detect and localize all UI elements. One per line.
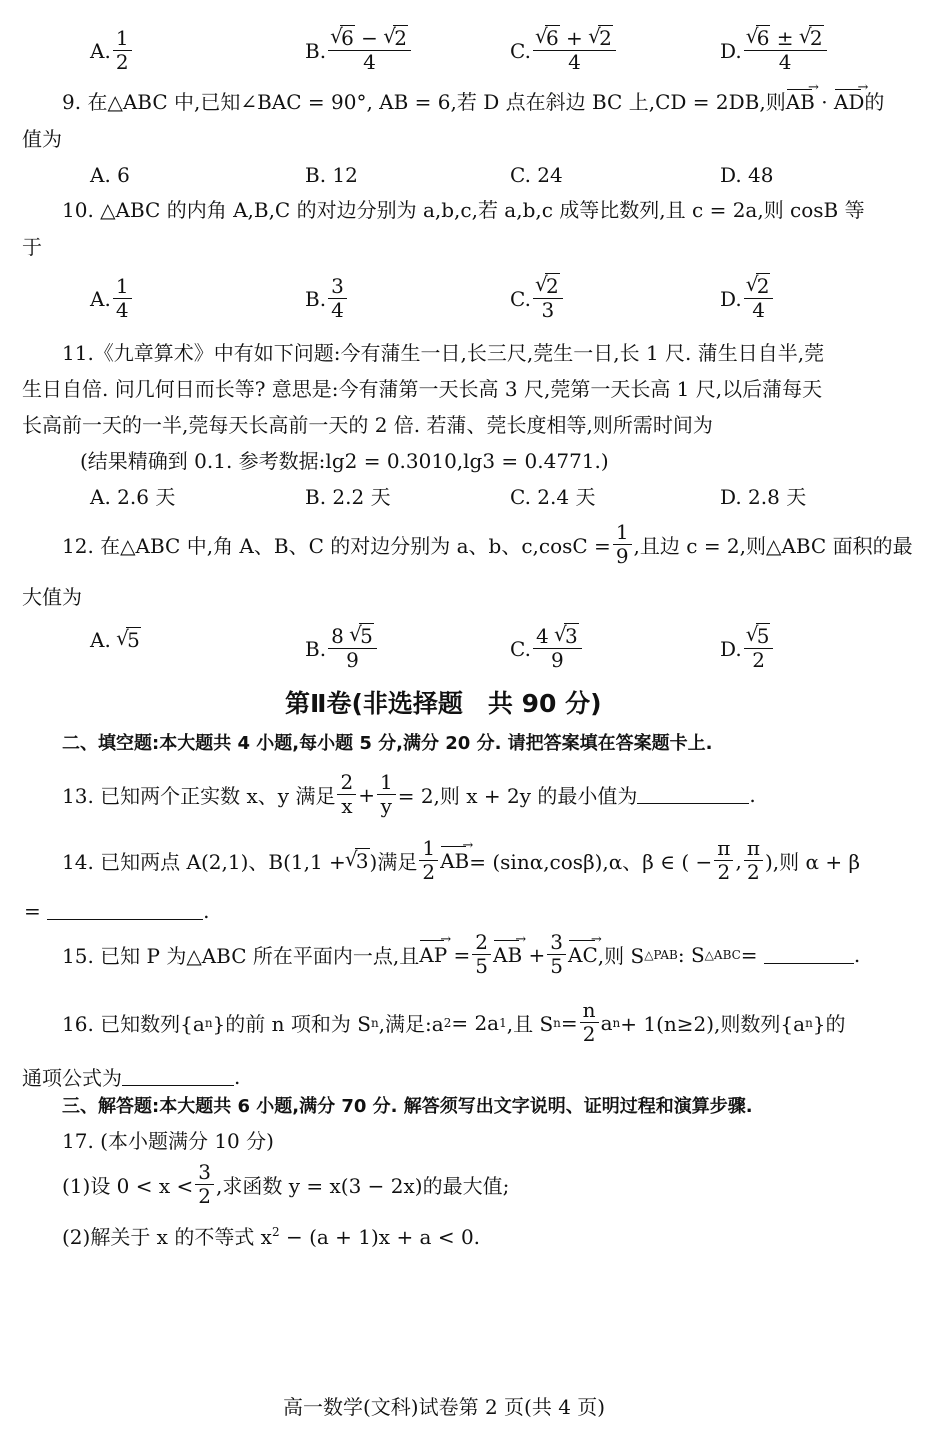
q11-stem-line2: 生日自倍. 问几何日而长等? 意思是:今有蒲第一天长高 3 尺,莞第一天长高 1 尺,以后蒲每天 xyxy=(22,377,823,401)
q12-option-b: B. $\frac{8 √ 5}{9}$ xyxy=(305,626,379,671)
q10-option-d: D. √ $\frac{2}{4}$ xyxy=(720,276,775,321)
q17-title: 17. (本小题满分 10 分) xyxy=(62,1129,274,1153)
q9-option-a: A. 6 xyxy=(90,163,130,187)
q10-option-b: B. $\frac{3}{4}$ xyxy=(305,276,349,321)
vector-ab: AB → xyxy=(440,849,469,873)
q13-answer-blank[interactable] xyxy=(637,786,749,804)
q10-option-c: C. √ $\frac{2}{3}$ xyxy=(510,276,565,321)
q16-answer-blank[interactable] xyxy=(122,1068,234,1086)
q16-stem: 16. 已知数列{a n }的前 n 项和为 S n ,满足:a 2 = 2a 1 ,且 S n = $\frac{n}{2}$ a n + 1(n≥2),则数列{a n }的 xyxy=(62,998,846,1046)
q11-stem-line3: 长高前一天的一半,莞每天长高前一天的 2 倍. 若蒲、莞长度相等,则所需时间为 xyxy=(22,413,713,437)
q8-option-b: B. √ $\frac{6 - √ 2}{4}$ xyxy=(305,28,413,73)
q13-stem: 13. 已知两个正实数 x、y 满足 $\frac{2}{x}$ + $\frac{1}{y}$ = 2,则 x + 2y 的最小值为 . xyxy=(62,770,756,818)
q15-stem: 15. 已知 P 为△ABC 所在平面内一点,且 AP → = $\frac{2}{5}$ AB → + $\frac{3}{5}$ AC → ,则 S △PAB : S △ABC = . xyxy=(62,932,860,977)
vector-ab: AB → xyxy=(786,92,815,112)
q10-option-a: A. $\frac{1}{4}$ xyxy=(90,276,134,321)
q12-stem-line2: 大值为 xyxy=(22,585,82,609)
q8-option-a: A. $\frac{1}{2}$ xyxy=(90,28,134,73)
q10-stem-line2: 于 xyxy=(22,235,42,259)
page-footer: 高一数学(文科)试卷第 2 页(共 4 页) xyxy=(283,1395,606,1419)
q11-option-a: A. 2.6 天 xyxy=(90,485,176,509)
q15-answer-blank[interactable] xyxy=(764,946,854,964)
q17-part-2: (2)解关于 x 的不等式 $x^2 - (a + 1)x + a < 0$. xyxy=(62,1225,481,1249)
q9-stem-line2: 值为 xyxy=(22,127,62,151)
q11-option-d: D. 2.8 天 xyxy=(720,485,807,509)
q8-option-c: C. √ $\frac{6 + √ 2}{4}$ xyxy=(510,28,618,73)
q11-option-c: C. 2.4 天 xyxy=(510,485,596,509)
q11-option-b: B. 2.2 天 xyxy=(305,485,391,509)
q12-stem: 12. 在△ABC 中,角 A、B、C 的对边分别为 a、b、c,cosC = $\frac{1}{9}$ ,且边 c = 2,则△ABC 面积的最 xyxy=(62,520,913,568)
q14-answer-line: = . xyxy=(24,899,210,923)
q9-option-c: C. 24 xyxy=(510,163,563,187)
q9-option-d: D. 48 xyxy=(720,163,774,187)
vector-ac: AC → xyxy=(568,943,598,967)
q12-option-d: D. √ $\frac{5}{2}$ xyxy=(720,626,775,671)
q11-stem-line1: 11.《九章算术》中有如下问题:今有蒲生一日,长三尺,莞生一日,长 1 尺. 蒲生日自半,莞 xyxy=(62,341,825,365)
q8-option-d: D. √ $\frac{6 \pm √ 2}{4}$ xyxy=(720,28,829,73)
q12-option-a: A. √ 5 xyxy=(90,628,141,652)
q16-answer-line: 通项公式为 . xyxy=(22,1064,241,1090)
vector-ap: AP → xyxy=(419,943,447,967)
q14-answer-blank[interactable] xyxy=(47,902,203,920)
fill-in-section-heading: 二、填空题:本大题共 4 小题,每小题 5 分,满分 20 分. 请把答案填在答案题卡上. xyxy=(62,733,713,754)
vector-ab: AB → xyxy=(493,943,522,967)
section-2-title: 第Ⅱ卷(非选择题 共 90 分) xyxy=(285,689,602,718)
q10-stem: 10. △ABC 的内角 A,B,C 的对边分别为 a,b,c,若 a,b,c 成等比数列,且 c = 2a,则 cosB 等 xyxy=(62,198,865,222)
q9-option-b: B. 12 xyxy=(305,163,358,187)
vector-ad: AD → xyxy=(834,92,864,112)
q9-stem: 9. 在△ABC 中,已知∠BAC = 90°, AB = 6,若 D 点在斜边 BC 上,CD = 2DB,则AB → · AD →的 xyxy=(62,92,884,112)
q14-stem: 14. 已知两点 A(2,1)、B(1,1 + √ 3 )满足 $\frac{1}{2}$ AB → = (sinα,cosβ),α、β ∈ ( − $\frac{\pi}{2}$ , $\frac{\pi}{2}$ ),则 α + β xyxy=(62,838,860,883)
q11-note: (结果精确到 0.1. 参考数据:lg2 = 0.3010,lg3 = 0.4771.) xyxy=(80,449,609,473)
solution-section-heading: 三、解答题:本大题共 6 小题,满分 70 分. 解答须写出文字说明、证明过程和演算步骤. xyxy=(62,1096,753,1117)
q12-option-c: C. $\frac{4 √ 3}{9}$ xyxy=(510,626,584,671)
q17-part-1: (1)设 0 < x < $\frac{3}{2}$ ,求函数 y = x(3 − 2x)的最大值; xyxy=(62,1160,510,1208)
